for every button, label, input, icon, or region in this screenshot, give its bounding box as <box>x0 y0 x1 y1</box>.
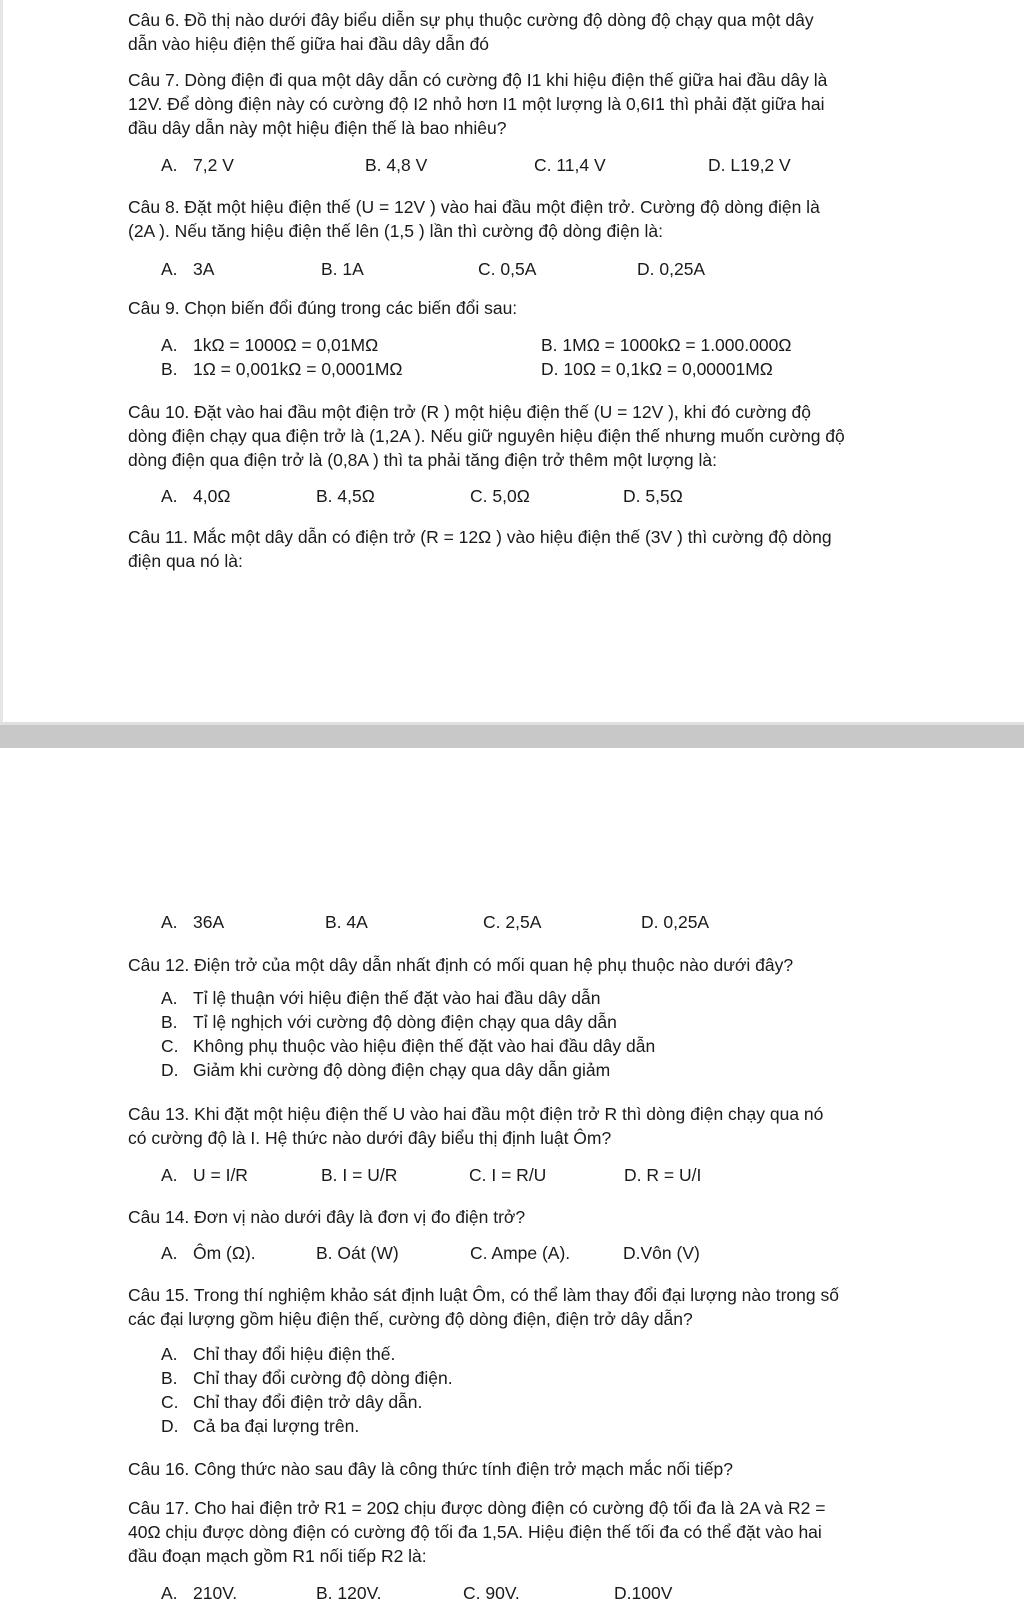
question-11-option-a: A. 36A <box>161 912 225 932</box>
question-12 <box>128 953 928 977</box>
question-6-stem-line-1: Câu 6. Đồ thị nào dưới đây biểu diễn sự phụ thuộc cường độ dòng độ chạy qua một dây <box>128 10 814 30</box>
question-15-stem-line-2: các đại lượng gồm hiệu điện thế, cường độ dòng điện, điện trở dây dẫn? <box>128 1309 693 1329</box>
question-10-option-d: D. 5,5Ω <box>623 486 683 506</box>
question-7-options <box>0 155 1024 179</box>
question-11-option-c: C. 2,5A <box>483 912 542 932</box>
question-11-option-b: B. 4A <box>325 912 368 932</box>
question-8-stem-line-2: (2A ). Nếu tăng hiệu điện thế lên (1,5 ) lần thì cường độ dòng điện là: <box>128 221 663 241</box>
question-11 <box>128 525 928 573</box>
question-7-option-d: D. L19,2 V <box>708 155 791 175</box>
question-12-option-d: D. Giảm khi cường độ dòng điện chạy qua dây dẫn giảm <box>161 1060 611 1080</box>
question-13 <box>128 1102 928 1150</box>
question-14-option-c: C. Ampe (A). <box>470 1243 571 1263</box>
question-8-option-a: A. 3A <box>161 259 215 279</box>
question-12-option-b: B. Tỉ lệ nghịch với cường độ dòng điện chạy qua dây dẫn <box>161 1012 617 1032</box>
question-13-option-c: C. I = R/U <box>469 1165 547 1185</box>
question-7-option-c: C. 11,4 V <box>534 155 606 175</box>
question-11-stem-line-1: Câu 11. Mắc một dây dẫn có điện trở (R = 12Ω ) vào hiệu điện thế (3V ) thì cường độ dòng <box>128 527 832 547</box>
question-8-option-d: D. 0,25A <box>637 259 706 279</box>
question-13-stem-line-1: Câu 13. Khi đặt một hiệu điện thế U vào hai đầu một điện trở R thì dòng điện chạy qua nó <box>128 1104 824 1124</box>
question-11-option-d: D. 0,25A <box>641 912 710 932</box>
question-14-options <box>0 1243 1024 1267</box>
question-13-option-a: A. U = I/R <box>161 1165 248 1185</box>
question-9 <box>128 296 928 320</box>
question-17-option-b: B. 120V. <box>316 1583 382 1603</box>
question-14 <box>128 1205 928 1229</box>
question-14-option-d: D.Vôn (V) <box>623 1243 700 1263</box>
question-9-option-b: B. 1MΩ = 1000kΩ = 1.000.000Ω <box>541 335 792 355</box>
question-8 <box>128 195 928 243</box>
question-7-stem-line-2: 12V. Để dòng điện này có cường độ I2 nhỏ hơn I1 một lượng là 0,6I1 thì phải đặt giữa hai <box>128 94 825 114</box>
question-13-option-d: D. R = U/I <box>624 1165 702 1185</box>
question-16-stem-line-1: Câu 16. Công thức nào sau đây là công thức tính điện trở mạch mắc nối tiếp? <box>128 1459 733 1479</box>
question-15-option-a: A. Chỉ thay đổi hiệu điện thế. <box>161 1344 396 1364</box>
question-6 <box>128 8 928 56</box>
question-15-stem-line-1: Câu 15. Trong thí nghiệm khảo sát định luật Ôm, có thể làm thay đổi đại lượng nào trong số <box>128 1285 839 1305</box>
question-13-options <box>0 1165 1024 1189</box>
question-14-option-b: B. Oát (W) <box>316 1243 399 1263</box>
question-7 <box>128 68 928 140</box>
question-8-option-b: B. 1A <box>321 259 364 279</box>
question-9-stem-line-1: Câu 9. Chọn biến đổi đúng trong các biến đổi sau: <box>128 298 518 318</box>
question-10-options <box>0 486 1024 510</box>
question-7-option-b: B. 4,8 V <box>365 155 428 175</box>
question-9-option-d: D. 10Ω = 0,1kΩ = 0,00001MΩ <box>541 359 773 379</box>
question-10-stem-line-1: Câu 10. Đặt vào hai đầu một điện trở (R ) một hiệu điện thế (U = 12V ), khi đó cường độ <box>128 402 812 422</box>
question-13-stem-line-2: có cường độ là I. Hệ thức nào dưới đây biểu thị định luật Ôm? <box>128 1128 612 1148</box>
question-17-stem-line-3: đầu đoạn mạch gồm R1 nối tiếp R2 là: <box>128 1546 427 1566</box>
question-10-stem-line-2: dòng điện chạy qua điện trở là (1,2A ). Nếu giữ nguyên hiệu điện thế nhưng muốn cường độ <box>128 426 845 446</box>
question-17-option-c: C. 90V. <box>463 1583 520 1603</box>
question-9-options-row-2 <box>0 359 1024 383</box>
question-10-stem-line-3: dòng điện qua điện trở là (0,8A ) thì ta phải tăng điện trở thêm một lượng là: <box>128 450 717 470</box>
question-17-options <box>0 1583 1024 1607</box>
question-9-options-row-1 <box>0 335 1024 359</box>
question-7-option-a: A. 7,2 V <box>161 155 234 175</box>
question-7-stem-line-1: Câu 7. Dòng điện đi qua một dây dẫn có cường độ I1 khi hiệu điện thế giữa hai đầu dây là <box>128 70 828 90</box>
question-9-option-a: A. 1kΩ = 1000Ω = 0,01MΩ <box>161 335 379 355</box>
question-9-option-b-2: B. 1Ω = 0,001kΩ = 0,0001MΩ <box>161 359 403 379</box>
question-12-option-a: A. Tỉ lệ thuận với hiệu điện thế đặt vào hai đầu dây dẫn <box>161 988 601 1008</box>
question-12-option-c: C. Không phụ thuộc vào hiệu điện thế đặt vào hai đầu dây dẫn <box>161 1036 656 1056</box>
question-11-options <box>0 912 1024 936</box>
question-8-option-c: C. 0,5A <box>478 259 537 279</box>
question-16 <box>128 1457 928 1481</box>
question-8-options <box>0 259 1024 283</box>
question-17 <box>128 1496 928 1568</box>
question-15-option-d: D. Cả ba đại lượng trên. <box>161 1416 360 1436</box>
question-10 <box>128 400 928 472</box>
question-11-stem-line-2: điện qua nó là: <box>128 551 243 571</box>
question-12-stem-line-1: Câu 12. Điện trở của một dây dẫn nhất định có mối quan hệ phụ thuộc nào dưới đây? <box>128 955 794 975</box>
question-10-option-b: B. 4,5Ω <box>316 486 375 506</box>
question-6-stem-line-2: dẫn vào hiệu điện thế giữa hai đầu dây dẫn đó <box>128 34 490 54</box>
question-10-option-c: C. 5,0Ω <box>470 486 530 506</box>
question-7-stem-line-3: đầu dây dẫn này một hiệu điện thế là bao nhiêu? <box>128 118 507 138</box>
question-15-option-b: B. Chỉ thay đổi cường độ dòng điện. <box>161 1368 453 1388</box>
question-14-stem-line-1: Câu 14. Đơn vị nào dưới đây là đơn vị đo điện trở? <box>128 1207 526 1227</box>
question-15 <box>128 1283 928 1331</box>
question-17-stem-line-2: 40Ω chịu được dòng điện có cường độ tối đa 1,5A. Hiệu điện thế tối đa có thể đặt vào hai <box>128 1522 822 1542</box>
question-17-option-d: D.100V <box>614 1583 673 1603</box>
question-14-option-a: A. Ôm (Ω). <box>161 1243 256 1263</box>
question-10-option-a: A. 4,0Ω <box>161 486 231 506</box>
question-17-stem-line-1: Câu 17. Cho hai điện trở R1 = 20Ω chịu được dòng điện có cường độ tối đa là 2A và R2 = <box>128 1498 826 1518</box>
question-15-option-c: C. Chỉ thay đổi điện trở dây dẫn. <box>161 1392 423 1412</box>
question-8-stem-line-1: Câu 8. Đặt một hiệu điện thế (U = 12V ) vào hai đầu một điện trở. Cường độ dòng điện là <box>128 197 820 217</box>
question-17-option-a: A. 210V. <box>161 1583 238 1603</box>
question-13-option-b: B. I = U/R <box>321 1165 398 1185</box>
